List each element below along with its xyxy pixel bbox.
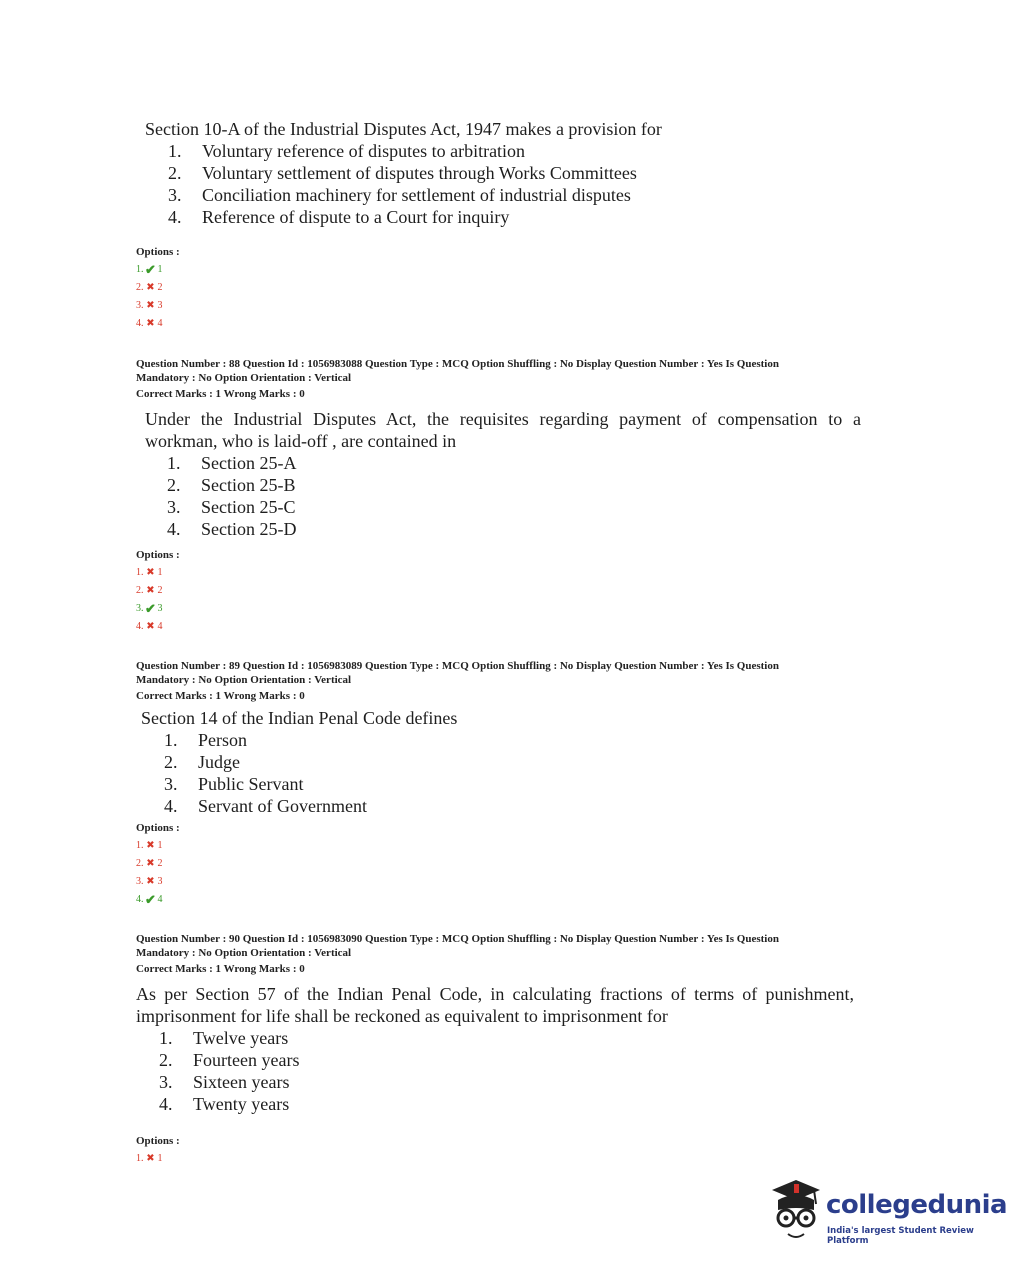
option-item: 4. Section 25-D (167, 519, 297, 539)
collegedunia-logo (766, 1176, 1008, 1246)
option-item: 2. Voluntary settlement of disputes through Works Committees (168, 163, 637, 183)
question-89-text: Section 14 of the Indian Penal Code defines (141, 708, 458, 728)
question-87-text: Section 10-A of the Industrial Disputes Act, 1947 makes a provision for (145, 119, 662, 139)
option-item: 3. Section 25-C (167, 497, 296, 517)
question-87-options (168, 140, 637, 228)
answer-item: 1. ✖ 1 (136, 1150, 163, 1168)
question-90-meta: Question Number : 90 Question Id : 1056983090 Question Type : MCQ Option Shuffling : No Display Question Number : Yes Is Question Mandatory : No Option Orientation : Vertical Correct Marks : 1 Wrong Marks : 0 (136, 933, 779, 975)
cross-icon: ✖ (146, 585, 155, 596)
cross-icon: ✖ (146, 1153, 155, 1164)
cross-icon: ✖ (146, 567, 155, 578)
answer-item: 3. ✖ 3 (136, 873, 163, 891)
answer-item: 1. ✔ 1 (136, 262, 163, 277)
check-icon: ✔ (145, 601, 156, 616)
answer-item: 1. ✖ 1 (136, 837, 163, 855)
cross-icon: ✖ (146, 282, 155, 293)
logo-tagline: India's largest Student Review Platform (827, 1226, 974, 1246)
answer-item: 3. ✖ 3 (136, 297, 163, 315)
question-88-options (167, 452, 296, 540)
check-icon: ✔ (145, 262, 156, 277)
option-item: 4. Reference of dispute to a Court for inquiry (168, 207, 510, 227)
question-89-answers (136, 837, 163, 909)
options-label: Options : (136, 246, 180, 258)
cross-icon: ✖ (146, 858, 155, 869)
question-88-answers (136, 564, 163, 636)
question-89-meta: Question Number : 89 Question Id : 1056983089 Question Type : MCQ Option Shuffling : No Display Question Number : Yes Is Question Mandatory : No Option Orientation : Vertical Correct Marks : 1 Wrong Marks : 0 (136, 660, 779, 702)
check-icon: ✔ (145, 892, 156, 907)
option-item: 1. Person (164, 730, 247, 750)
option-item: 1. Voluntary reference of disputes to arbitration (168, 141, 526, 161)
mascot-icon (766, 1176, 826, 1246)
option-item: 1. Section 25-A (167, 453, 297, 473)
option-item: 3. Conciliation machinery for settlement of industrial disputes (168, 185, 631, 205)
logo-name: collegedunia (826, 1190, 1008, 1220)
option-item: 2. Section 25-B (167, 475, 296, 495)
option-item: 4. Twenty years (159, 1094, 290, 1114)
cross-icon: ✖ (146, 300, 155, 311)
options-label: Options : (136, 822, 180, 834)
answer-item: 3. ✔ 3 (136, 601, 163, 616)
cross-icon: ✖ (146, 840, 155, 851)
answer-item: 4. ✖ 4 (136, 315, 163, 333)
answer-item: 1. ✖ 1 (136, 564, 163, 582)
cross-icon: ✖ (146, 621, 155, 632)
answer-item: 2. ✖ 2 (136, 582, 163, 600)
option-item: 1. Twelve years (159, 1028, 289, 1048)
option-item: 2. Fourteen years (159, 1050, 300, 1070)
question-88-text: Under the Industrial Disputes Act, the requisites regarding payment of compensation to a workman, who is laid-off , are contained in (145, 409, 861, 451)
question-88-meta: Question Number : 88 Question Id : 1056983088 Question Type : MCQ Option Shuffling : No Display Question Number : Yes Is Question Mandatory : No Option Orientation : Vertical Correct Marks : 1 Wrong Marks : 0 (136, 358, 779, 400)
options-label: Options : (136, 1135, 180, 1147)
question-90-options (159, 1027, 299, 1115)
answer-item: 2. ✖ 2 (136, 279, 163, 297)
answer-item: 2. ✖ 2 (136, 855, 163, 873)
options-label: Options : (136, 549, 180, 561)
answer-item: 4. ✔ 4 (136, 892, 163, 907)
option-item: 3. Public Servant (164, 774, 304, 794)
question-90-answers (136, 1150, 163, 1168)
option-item: 4. Servant of Government (164, 796, 367, 816)
cross-icon: ✖ (146, 876, 155, 887)
answer-item: 4. ✖ 4 (136, 618, 163, 636)
cross-icon: ✖ (146, 318, 155, 329)
option-item: 3. Sixteen years (159, 1072, 290, 1092)
question-89-options (164, 729, 367, 817)
question-87-answers (136, 261, 163, 333)
question-90-text: As per Section 57 of the Indian Penal Code, in calculating fractions of terms of punishment, imprisonment for life shall be reckoned as equivalent to imprisonment for (136, 984, 854, 1026)
option-item: 2. Judge (164, 752, 240, 772)
